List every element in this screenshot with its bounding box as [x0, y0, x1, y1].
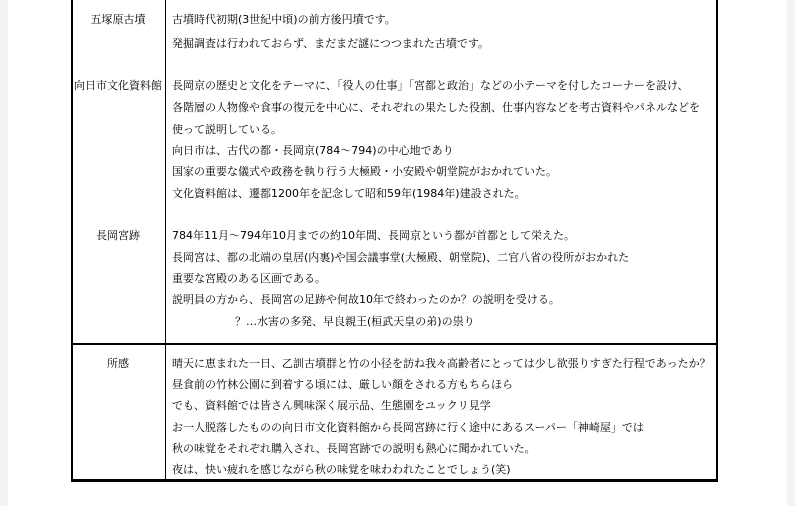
text-line: 昼食前の竹林公園に到着する頃には、厳しい顔をされる方もちらほら	[172, 378, 513, 391]
text-line: 使って説明している。	[172, 123, 282, 136]
text-line: 文化資料館は、遷都1200年を記念して昭和59年(1984年)建設された。	[172, 187, 526, 200]
text-line: 説明員の方から、長岡宮の足跡や何故10年で終わったのか？の説明を受ける。	[172, 293, 560, 306]
text-line: 発掘調査は行われておらず、まだまだ謎につつまれた古墳です。	[172, 37, 490, 50]
text-line: 長岡宮は、都の北端の皇居(内裏)や国会議事堂(大極殿、朝堂院)、二官八省の役所がおかれた	[172, 251, 630, 264]
text-line: 夜は、快い疲れを感じながら秋の味覚を味わわれたことでしょう(笑)	[172, 463, 511, 476]
text-line: 各階層の人物像や食事の復元を中心に、それぞれの果たした役割、仕事内容などを考古資料やパネルなどを	[172, 101, 700, 114]
text-line: でも、資料館では皆さん興味深く展示品、生態園をユックリ見学	[172, 399, 491, 412]
row-heading-impressions: 所感	[107, 357, 129, 370]
text-line: 晴天に恵まれた一日、乙訓古墳群と竹の小径を訪ね我々高齢者にとっては少し欲張りすぎた行程であったか？	[172, 357, 711, 370]
table-bottom-border	[71, 479, 718, 482]
text-line: 向日市は、古代の都・長岡京(784～794)の中心地であり	[172, 144, 454, 157]
text-line: 古墳時代初期(3世紀中頃)の前方後円墳です。	[172, 13, 396, 26]
text-line: 国家の重要な儀式や政務を執り行う大極殿・小安殿や朝堂院がおかれていた。	[172, 165, 557, 178]
table-right-border	[716, 0, 718, 482]
text-line: 784年11月～794年10月までの約10年間、長岡京という都が首都として栄えた。	[172, 229, 575, 242]
row-heading-muko-museum: 向日市文化資料館	[74, 79, 162, 92]
text-line: ？…水害の多発、早良親王(桓武天皇の弟)の祟り	[235, 315, 475, 328]
document-page	[8, 0, 787, 506]
row-heading-gozukahara-kofun: 五塚原古墳	[90, 13, 146, 26]
text-line: 秋の味覚をそれぞれ購入され、長岡宮跡での説明も熱心に聞かれていた。	[172, 442, 536, 455]
row-heading-nagaoka-palace: 長岡宮跡	[96, 229, 140, 242]
text-line: 長岡京の歴史と文化をテーマに、「役人の仕事」「宮都と政治」などの小テーマを付したコーナーを設け、	[172, 79, 689, 92]
section-divider	[71, 343, 718, 345]
report-table	[71, 0, 718, 482]
column-divider	[165, 0, 166, 482]
text-line: 重要な宮殿のある区画である。	[172, 272, 326, 285]
text-line: お一人脱落したものの向日市文化資料館から長岡宮跡に行く途中にあるスーパー「神崎屋」では	[172, 421, 644, 434]
